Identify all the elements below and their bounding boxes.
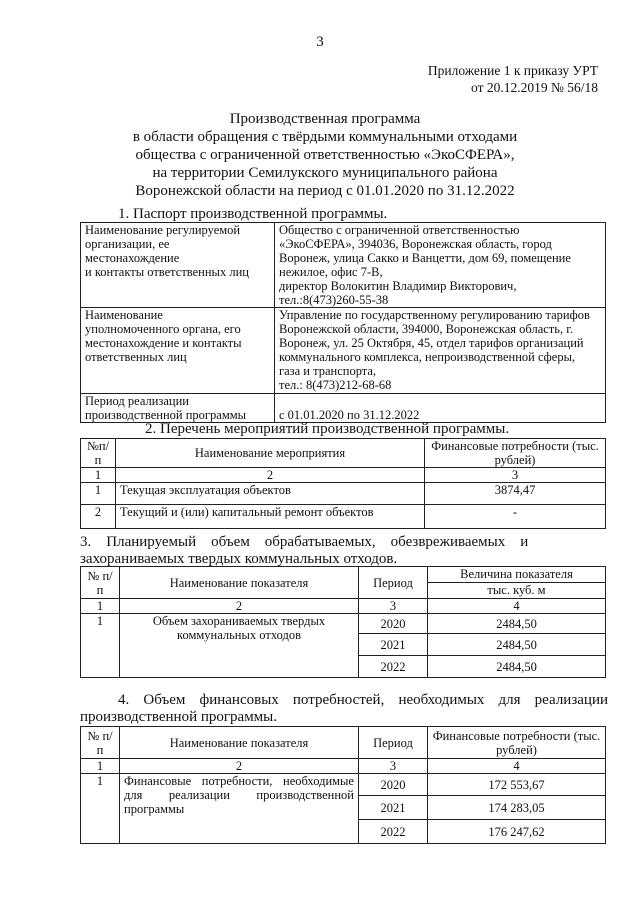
colnum: 1: [81, 599, 120, 614]
header-name: Наименование показателя: [120, 567, 359, 599]
section-2-heading: 2. Перечень мероприятий производственной программы.: [145, 421, 510, 437]
row-num: 2: [81, 505, 116, 529]
cell-line: Период реализации: [85, 394, 189, 408]
row-name: Текущий и (или) капитальный ремонт объектов: [116, 505, 425, 529]
table-row: [81, 774, 606, 796]
cell-line: газа и транспорта,: [279, 364, 377, 378]
header-period: Период: [359, 727, 428, 759]
cell-line: Воронежской области, 394000, Воронежская область, г.: [279, 322, 574, 336]
cell-line: уполномоченного органа, его: [85, 322, 241, 336]
colnum: 3: [359, 599, 428, 614]
passport-label: [81, 223, 275, 308]
waste-volume-table: [80, 566, 606, 678]
cell-line: тел.: 8(473)212-68-68: [279, 378, 392, 392]
colnum: 3: [425, 468, 606, 483]
cell-line: «ЭкоСФЕРА», 394036, Воронежская область, город: [279, 237, 552, 251]
cell-line: тел.:8(473)260-55-38: [279, 293, 389, 307]
row-period: 2022: [359, 820, 428, 844]
cell-line: и контакты ответственных лиц: [85, 265, 249, 279]
cell-line: ответственных лиц: [85, 350, 187, 364]
row-period: 2022: [359, 656, 428, 678]
header-num: №п/п: [81, 439, 116, 468]
passport-value: [275, 223, 606, 308]
row-value: 2484,50: [428, 634, 606, 656]
header-num: № п/п: [81, 727, 120, 759]
table-row: [81, 223, 606, 308]
row-period: 2020: [359, 774, 428, 796]
passport-label: [81, 394, 275, 423]
section-1-heading: 1. Паспорт производственной программы.: [118, 206, 388, 222]
table-row: [81, 483, 606, 505]
cell-line: Наименование регулируемой: [85, 223, 241, 237]
table-row: [81, 727, 606, 759]
header-num: № п/п: [81, 567, 120, 599]
measures-table: [80, 438, 606, 529]
header-name: Наименование мероприятия: [116, 439, 425, 468]
colnum: 4: [428, 599, 606, 614]
cell-line: коммунального комплекса, непроизводственной сферы,: [279, 350, 576, 364]
colnum: 2: [116, 468, 425, 483]
cell-line: Управление по государственному регулированию тарифов: [279, 308, 590, 322]
row-period: 2021: [359, 634, 428, 656]
section-4-heading-line-2: производственной программы.: [80, 709, 278, 725]
passport-label: [81, 308, 275, 394]
cell-line: с 01.01.2020 по 31.12.2022: [279, 408, 420, 422]
header-period: Период: [359, 567, 428, 599]
row-period: 2021: [359, 796, 428, 820]
table-row: [81, 468, 606, 483]
row-num: 1: [81, 483, 116, 505]
row-num: 1: [81, 774, 120, 844]
appendix-line-2: от 20.12.2019 № 56/18: [471, 80, 598, 95]
colnum: 2: [120, 759, 359, 774]
row-name: Объем захораниваемых твердых коммунальных отходов: [120, 614, 359, 678]
header-unit: тыс. куб. м: [428, 583, 606, 599]
row-num: 1: [81, 614, 120, 678]
appendix-line-1: Приложение 1 к приказу УРТ: [427, 63, 598, 78]
colnum: 1: [81, 759, 120, 774]
table-row: [81, 759, 606, 774]
cell-line: местонахождение: [85, 251, 180, 265]
table-row: [81, 614, 606, 634]
title-line: общества с ограниченной ответственностью «ЭкоСФЕРА»,: [135, 147, 515, 163]
cell-line: местонахождение и контакты: [85, 336, 242, 350]
cell-line: Воронеж, улица Сакко и Ванцетти, дом 69, помещение: [279, 251, 571, 265]
cell-line: Наименование: [85, 308, 163, 322]
title-line: в области обращения с твёрдыми коммунальными отходами: [132, 129, 518, 145]
row-value: 172 553,67: [428, 774, 606, 796]
cell-line: Общество с ограниченной ответственностью: [279, 223, 520, 237]
header-fin: Финансовые потребности (тыс. рублей): [425, 439, 606, 468]
title-line: на территории Семилукского муниципального района: [152, 165, 498, 181]
row-value: -: [425, 505, 606, 529]
section-3-heading-line-1: 3. Планируемый объем обрабатываемых, обезвреживаемых и: [80, 534, 529, 550]
passport-table: [80, 222, 606, 423]
finance-table: [80, 726, 606, 844]
table-row: [81, 567, 606, 583]
row-period: 2020: [359, 614, 428, 634]
title-line: Производственная программа: [229, 111, 421, 127]
table-row: [81, 394, 606, 423]
passport-value: [275, 394, 606, 423]
appendix-note: [428, 62, 598, 96]
page-number: 3: [316, 34, 324, 50]
row-value: 3874,47: [425, 483, 606, 505]
cell-line: производственной программы: [85, 408, 247, 422]
row-value: 176 247,62: [428, 820, 606, 844]
colnum: 1: [81, 468, 116, 483]
document-title: [60, 110, 590, 200]
section-4-heading-line-1: 4. Объем финансовых потребностей, необходимых для реализации: [118, 692, 608, 708]
row-name: Финансовые потребности, необходимые для реализации производственной программы: [120, 774, 359, 844]
cell-line: организации, ее: [85, 237, 170, 251]
header-fin: Финансовые потребности (тыс. рублей): [428, 727, 606, 759]
colnum: 2: [120, 599, 359, 614]
header-name: Наименование показателя: [120, 727, 359, 759]
cell-line: нежилое, офис 7-В,: [279, 265, 383, 279]
passport-value: [275, 308, 606, 394]
table-row: [81, 308, 606, 394]
table-row: [81, 505, 606, 529]
row-value: 2484,50: [428, 614, 606, 634]
cell-line: Воронеж, ул. 25 Октября, 45, отдел тарифов организаций: [279, 336, 584, 350]
row-name: Текущая эксплуатация объектов: [116, 483, 425, 505]
colnum: 4: [428, 759, 606, 774]
colnum: 3: [359, 759, 428, 774]
table-row: [81, 599, 606, 614]
table-row: [81, 439, 606, 468]
row-value: 174 283,05: [428, 796, 606, 820]
title-line: Воронежской области на период с 01.01.2020 по 31.12.2022: [135, 183, 515, 199]
section-3-heading-line-2: захораниваемых твердых коммунальных отходов.: [80, 551, 398, 567]
header-value: Величина показателя: [428, 567, 606, 583]
row-value: 2484,50: [428, 656, 606, 678]
cell-line: директор Волокитин Владимир Викторович,: [279, 279, 517, 293]
